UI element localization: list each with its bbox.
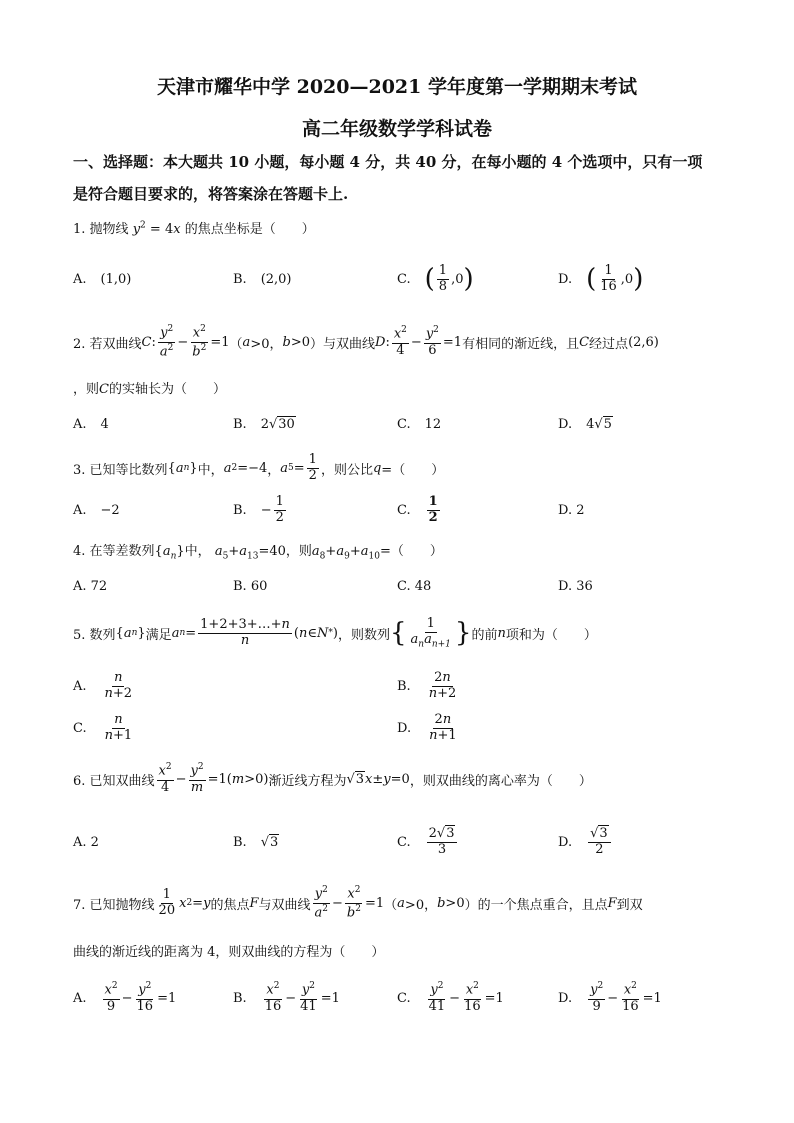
option-b[interactable]: B. 60 — [233, 578, 268, 594]
question-6: 6. 已知双曲线 $x^2$ 4 − $y^2$ m =1( m >0) 渐近线方程为 √ 3 x ± y =0 ，则双曲线的离心率为（ ） — [73, 762, 592, 795]
question-1-options — [73, 259, 733, 299]
question-4-options — [73, 566, 733, 606]
option-b[interactable]: B. 2√ 30 — [233, 416, 295, 432]
option-b[interactable]: B. √ 3 — [233, 834, 279, 850]
exam-subtitle: 高二年级数学学科试卷 — [301, 118, 492, 140]
option-c[interactable]: C. 12 — [397, 416, 442, 432]
option-d[interactable]: D. √3 2 — [558, 822, 613, 862]
option-b[interactable]: B. − 1 2 — [233, 493, 284, 525]
question-2: 2. 若双曲线 C : $y^2$ $a^2$ − $x^2$ $b^2$ =1 （ a >0， b >0 ）与双曲线 D : $x^2$ 4 − $y^2$ 6 =1 有相同的渐近线，且 C 经过点 (2,6) — [73, 324, 659, 359]
option-d[interactable]: D. 36 — [558, 578, 593, 594]
option-a[interactable]: A. n n+2 — [73, 669, 133, 701]
option-c[interactable]: C. 2√3 3 — [397, 822, 459, 862]
option-a[interactable]: A. $x^2$ 9 − $y^2$ 16 =1 — [73, 981, 177, 1014]
question-2-options — [73, 404, 733, 444]
question-4: 4. 在等差数列$\{a_n\}$中， $a_5+a_{13}=40$，则$a_8+a_9+a_{10}=$（ ） — [73, 544, 443, 562]
option-b[interactable]: B. 2n n+2 — [397, 669, 457, 701]
option-a[interactable]: A. (1,0) — [73, 271, 132, 287]
section-heading — [73, 152, 733, 204]
question-7: 7. 已知抛物线 1 20 x 2 = y 的焦点 F 与双曲线 $y^2$ $a^2$ − $x^2$ $b^2$ =1 （ a >0， b >0 ）的一个焦点重合，且点 F 到双 — [73, 885, 643, 920]
question-7-options — [73, 978, 733, 1018]
option-d[interactable]: D. ( 1 16 ,0 ) — [558, 262, 644, 294]
option-d[interactable]: D. 2n n+1 — [397, 711, 457, 743]
option-c[interactable]: C. 1 2 — [397, 493, 438, 525]
option-c[interactable]: C. n n+1 — [73, 711, 133, 743]
option-a[interactable]: A. 4 — [73, 416, 109, 432]
question-6-options — [73, 822, 733, 862]
option-b[interactable]: B. (2,0) — [233, 271, 292, 287]
question-3-options — [73, 490, 733, 530]
option-a[interactable]: A. 2 — [73, 834, 99, 850]
question-5: 5. 数列 { a n } 满足 a n = 1+2+3+…+n n ( n ∈ N * ) ，则数列 { 1 $a_na_{n+1}$ } 的前 n 项和为（ ） — [73, 615, 597, 650]
option-d[interactable]: D. 4√ 5 — [558, 416, 612, 432]
option-d[interactable]: D. $y^2$ 9 − $x^2$ 16 =1 — [558, 981, 662, 1014]
question-2-line2: ，则C的实轴长为（ ） — [73, 382, 226, 397]
question-5-options-row2 — [73, 708, 733, 748]
section-heading-line2: 是符合题目要求的，将答案涂在答题卡上. — [73, 185, 349, 203]
option-a[interactable]: A. −2 — [73, 502, 120, 518]
option-d[interactable]: D. 2 — [558, 502, 585, 518]
section-heading-line1: 一、选择题：本大题共 10 小题，每小题 4 分，共 40 分，在每小题的 4 个选项中，只有一项 — [73, 153, 703, 171]
option-c[interactable]: C. ( 1 8 ,0 ) — [397, 262, 474, 294]
option-c[interactable]: C. 48 — [397, 578, 432, 594]
option-a[interactable]: A. 72 — [73, 578, 108, 594]
question-1: 1. 抛物线 $y^2 = 4x$ 的焦点坐标是（ ） — [73, 220, 315, 237]
question-3: 3. 已知等比数列 { a n } 中， a 2 =−4 ， a 5 = 1 2 ，则公比 q =（ ） — [73, 451, 445, 483]
exam-title: 天津市耀华中学 2020—2021 学年度第一学期期末考试 — [157, 76, 637, 98]
option-c[interactable]: C. $y^2$ 41 − $x^2$ 16 =1 — [397, 981, 504, 1014]
question-5-options-row1 — [73, 666, 733, 706]
question-7-line2: 曲线的渐近线的距离为 4，则双曲线的方程为（ ） — [73, 945, 385, 960]
option-b[interactable]: B. $x^2$ 16 − $y^2$ 41 =1 — [233, 981, 340, 1014]
